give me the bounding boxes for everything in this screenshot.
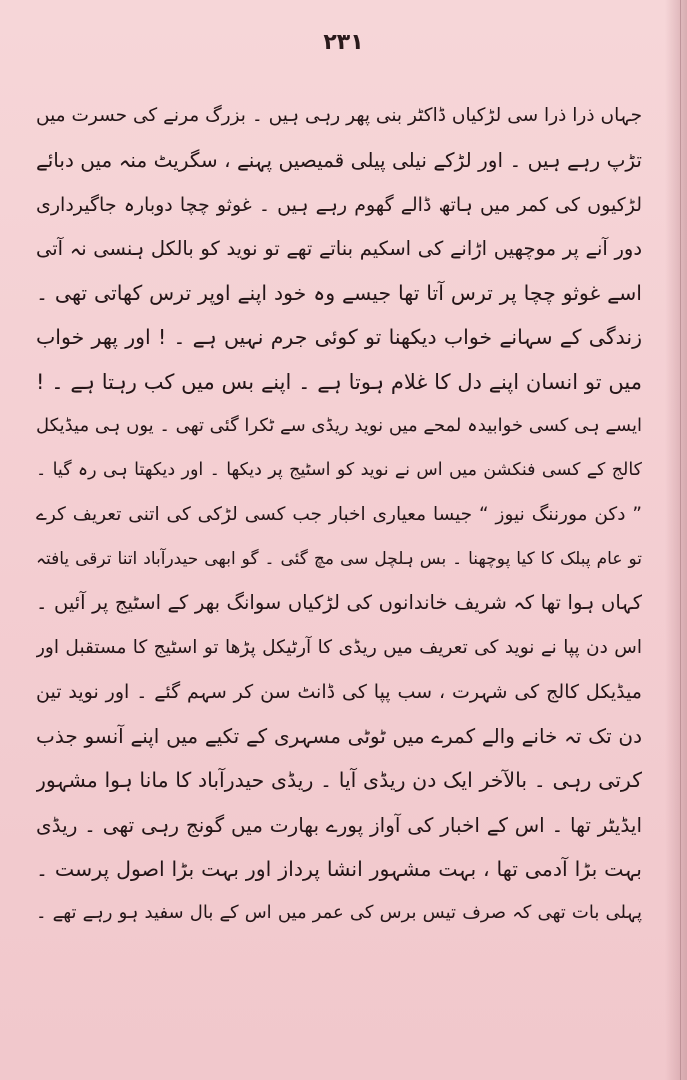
text-line: میں تو انسان اپنے دل کا غلام ہوتا ہے ۔ اپنے بس میں کب رہتا ہے ۔ ! xyxy=(36,369,642,394)
page-number: ۲۳۱ xyxy=(323,30,364,55)
text-line: دور آنے پر موچھیں اڑانے کی اسکیم بناتے تھے تو نوید کو بالکل ہنسی نہ آتی xyxy=(36,236,642,260)
text-line: زندگی کے سہانے خواب دیکھنا تو کوئی جرم نہیں ہے ۔ ! اور پھر خواب xyxy=(36,325,642,350)
text-line: کالج کے کسی فنکشن میں اس نے نوید کو اسٹیج پر دیکھا ۔ اور دیکھتا ہی رہ گیا ۔ xyxy=(36,460,642,481)
text-line: کرتی رہی ۔ بالآخر ایک دن ریڈی آیا ۔ ریڈی حیدرآباد کا مانا ہوا مشہور xyxy=(36,768,642,793)
text-line: تڑپ رہے ہیں ۔ اور لڑکے نیلی پیلی قمیصیں پہنے ، سگریٹ منہ میں دبائے xyxy=(36,148,642,173)
text-line: پہلی بات تھی کہ صرف تیس برس کی عمر میں اس کے بال سفید ہو رہے تھے ۔ xyxy=(36,902,642,924)
text-line: ” دکن مورننگ نیوز “ جیسا معیاری اخبار جب کسی لڑکی کی اتنی تعریف کرے xyxy=(36,503,642,525)
text-line: اسے غوثو چچا پر ترس آتا تھا جیسے وہ خود اپنے اوپر ترس کھاتی تھی ۔ xyxy=(36,281,642,306)
text-line: دن تک تہ خانے والے کمرے میں ٹوٹی مسہری کے تکیے میں اپنے آنسو جذب xyxy=(36,724,642,749)
text-line: تو عام پبلک کا کیا پوچھنا ۔ بس ہلچل سی مچ گئی ۔ گو ابھی حیدرآباد اتنا ترقی یافتہ xyxy=(36,548,642,569)
text-line: لڑکیوں کی کمر میں ہاتھ ڈالے گھوم رہے ہیں ۔ غوثو چچا دوبارہ جاگیرداری xyxy=(36,193,642,216)
text-line: اس دن پپا نے نوید کی تعریف میں ریڈی کا آرٹیکل پڑھا تو اسٹیج کا مستقبل اور xyxy=(36,636,642,658)
text-line: میڈیکل کالج کی شہرت ، سب پپا کی ڈانٹ سن کر سہم گئے ۔ اور نوید تین xyxy=(36,680,642,703)
page-edge-shadow xyxy=(665,0,687,1080)
text-line: ایسے ہی کسی خوابیدہ لمحے میں نوید ریڈی سے ٹکرا گئی تھی ۔ یوں ہی میڈیکل xyxy=(36,415,642,437)
text-line: بہت بڑا آدمی تھا ، بہت مشہور انشا پرداز اور بہت بڑا اصول پرست ۔ xyxy=(36,857,642,882)
text-line: کہاں ہوا تھا کہ شریف خاندانوں کی لڑکیاں سوانگ بھر کے اسٹیج پر آئیں ۔ xyxy=(36,591,642,615)
text-line: جہاں ذرا ذرا سی لڑکیاں ڈاکٹر بنی پھر رہی ہیں ۔ بزرگ مرنے کی حسرت میں xyxy=(36,105,642,126)
page-edge-line xyxy=(680,0,681,1080)
text-line: ایڈیٹر تھا ۔ اس کے اخبار کی آواز پورے بھارت میں گونج رہی تھی ۔ ریڈی xyxy=(36,812,642,837)
body-text xyxy=(36,94,642,936)
